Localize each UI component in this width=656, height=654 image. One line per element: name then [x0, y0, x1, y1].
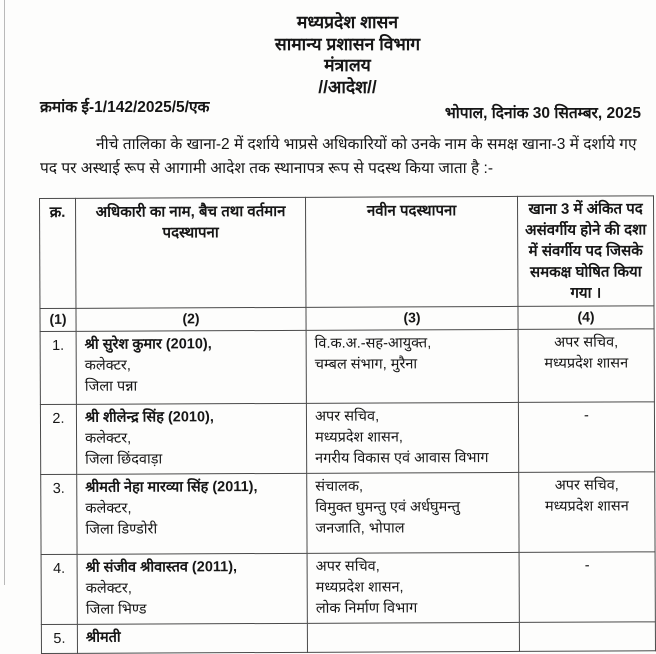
- table-row: [41, 622, 655, 654]
- column-numbers-row: [40, 306, 654, 332]
- cell-line: जिला पन्ना: [84, 378, 138, 395]
- cell-line: जिला भिण्ड: [85, 601, 147, 618]
- cell-line: मध्यप्रदेश शासन,: [315, 579, 404, 596]
- cell-new-posting: [306, 402, 518, 473]
- cell-equivalent: [519, 622, 655, 652]
- col-header-serial: क्र.: [40, 198, 76, 308]
- cell-officer: [77, 473, 307, 554]
- col-number-1: (1): [40, 308, 76, 331]
- cell-line: मध्यप्रदेश शासन: [544, 498, 629, 515]
- order-number: क्रमांक ई-1/142/2025/5/एक: [40, 99, 210, 116]
- cell-line: लोक निर्माण विभाग: [315, 600, 418, 617]
- cell-line: नगरीय विकास एवं आवास विभाग: [315, 450, 489, 467]
- cell-line: मध्यप्रदेश शासन,: [315, 429, 403, 446]
- cell-serial: 5.: [41, 624, 77, 653]
- cell-line: कलेक्टर,: [85, 430, 132, 447]
- cell-line: विमुक्त घुमन्तु एवं अर्धघुमन्तु: [315, 499, 461, 516]
- document-header: [0, 12, 647, 98]
- cell-line: अपर सचिव,: [315, 558, 380, 575]
- col-header-officer: अधिकारी का नाम, बैच तथा वर्तमान पदस्थापना: [76, 197, 306, 308]
- cell-serial: 1.: [40, 331, 76, 404]
- cell-line: कलेक्टर,: [85, 500, 132, 517]
- cell-line: जनजाति, भोपाल: [315, 520, 405, 537]
- cell-line: श्री संजीव श्रीवास्तव (2011),: [85, 559, 238, 576]
- col-header-new-posting: नवीन पदस्थापना: [305, 196, 517, 307]
- cell-line: कलेक्टर,: [85, 580, 132, 597]
- cell-officer: [76, 403, 306, 474]
- col-number-3: (3): [306, 306, 518, 330]
- cell-equivalent: [518, 329, 654, 403]
- cell-line: श्रीमती: [85, 629, 121, 646]
- col-header-equivalent: खाना 3 में अंकित पद असंवर्गीय होने की दशा में संवर्गीय पद जिसके समकक्ष घोषित किया गया ।: [517, 196, 653, 307]
- cell-line: -: [583, 407, 589, 424]
- cell-line: श्री सुरेश कुमार (2010),: [84, 336, 212, 353]
- table-row: [40, 402, 654, 475]
- cell-line: जिला छिंदवाड़ा: [85, 451, 163, 468]
- cell-serial: 4.: [41, 554, 77, 624]
- cell-new-posting: [307, 622, 519, 652]
- cell-new-posting: [306, 329, 518, 403]
- cell-line: संचालक,: [315, 478, 364, 495]
- department-name: सामान्य प्रशासन विभाग: [274, 33, 421, 54]
- cell-serial: 3.: [41, 474, 77, 554]
- cell-line: वि.क.अ.-सह-आयुक्त,: [314, 335, 432, 352]
- table-row: [41, 552, 655, 625]
- place-date: भोपाल, दिनांक 30 सितम्बर, 2025: [444, 105, 641, 122]
- cell-equivalent: [519, 552, 655, 623]
- intro-paragraph: नीचे तालिका के खाना-2 में दर्शाये भाप्रसे अधिकारियों को उनके नाम के समक्ष खाना-3 में दर्शाये गए पद पर अस्थाई रूप से आगामी आदेश तक स्थानापत्र रूप से पदस्थ किया जाता है :-: [40, 136, 637, 177]
- cell-line: अपर सचिव,: [554, 334, 619, 351]
- table-header-row: [40, 196, 654, 309]
- col-number-4: (4): [518, 306, 654, 330]
- cell-officer: [76, 330, 306, 404]
- cell-line: जिला डिण्डोरी: [85, 521, 158, 538]
- org-name: मध्यप्रदेश शासन: [296, 12, 399, 32]
- order-label: //आदेश//: [318, 76, 377, 97]
- cell-line: अपर सचिव,: [554, 477, 619, 494]
- cell-line: मध्यप्रदेश शासन: [544, 355, 629, 372]
- table-row: [40, 329, 654, 405]
- reference-row: [40, 95, 641, 123]
- posting-table: [39, 195, 656, 654]
- col-number-2: (2): [76, 307, 306, 331]
- cell-officer: [77, 623, 307, 653]
- cell-serial: 2.: [40, 404, 76, 474]
- cell-equivalent: [518, 402, 654, 473]
- cell-line: चम्बल संभाग, मुरैना: [314, 356, 418, 373]
- office-name: मंत्रालय: [324, 55, 371, 75]
- cell-line: श्री शीलेन्द्र सिंह (2010),: [84, 409, 214, 426]
- cell-line: अपर सचिव,: [314, 408, 380, 425]
- cell-line: श्रीमती नेहा मारव्या सिंह (2011),: [85, 479, 258, 496]
- cell-line: कलेक्टर,: [84, 357, 131, 374]
- cell-new-posting: [307, 552, 519, 623]
- cell-line: -: [584, 557, 590, 574]
- cell-equivalent: [519, 472, 655, 553]
- table-row: [41, 472, 655, 555]
- cell-new-posting: [307, 472, 519, 553]
- cell-officer: [77, 553, 307, 624]
